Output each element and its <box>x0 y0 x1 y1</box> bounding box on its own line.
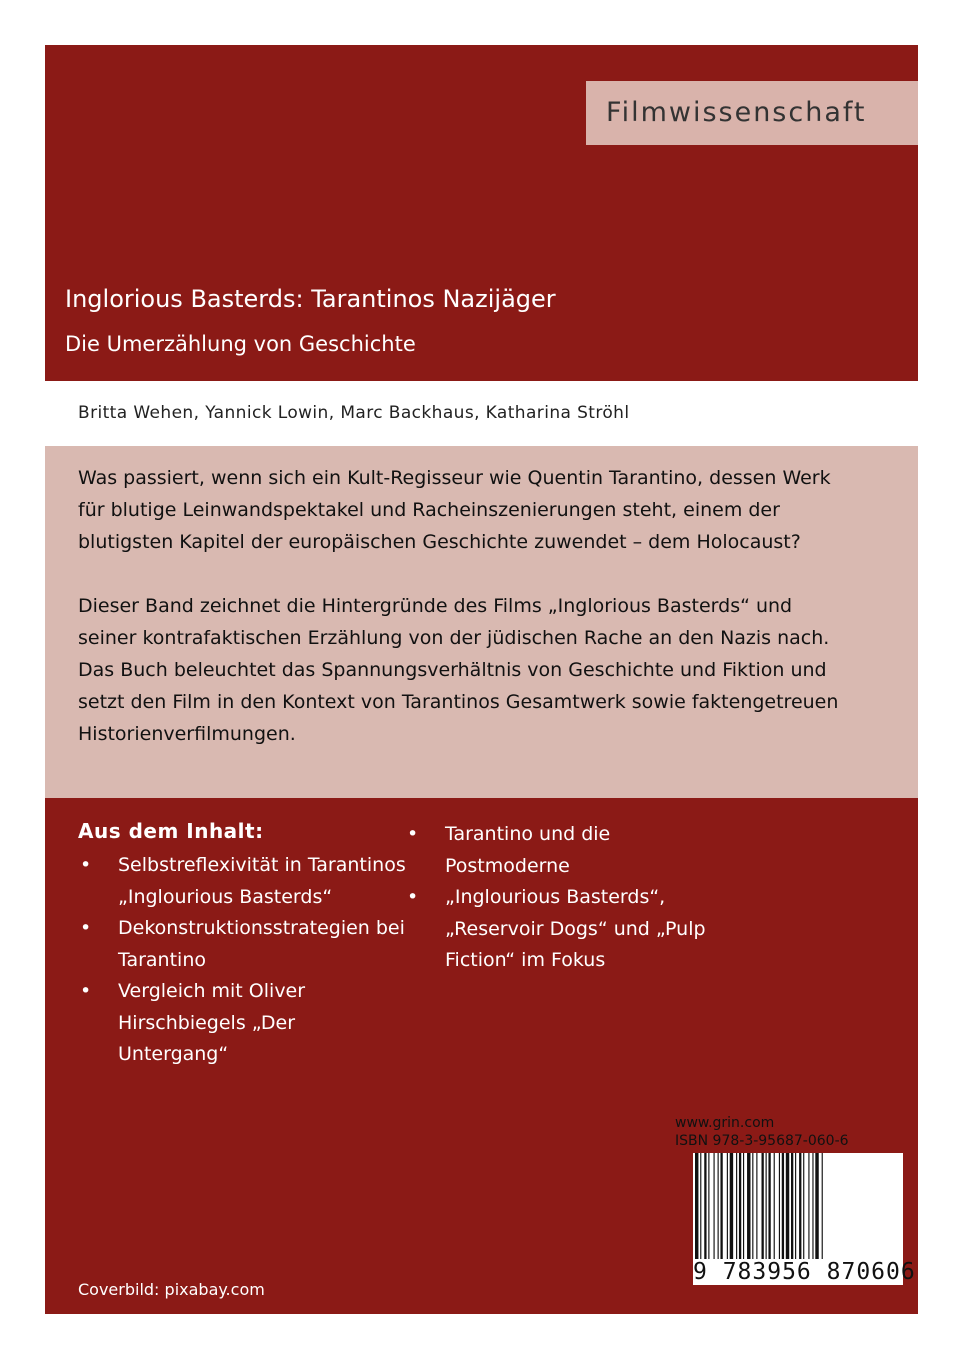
list-item-text: „Inglourious Basterds“, „Reservoir Dogs“ und „Pulp Fiction“ im Fokus <box>445 886 706 971</box>
cover-top-panel <box>45 45 918 381</box>
barcode-bar <box>782 1153 784 1271</box>
barcode-bar <box>822 1153 823 1271</box>
barcode-bar <box>695 1153 698 1271</box>
list-item <box>78 850 408 913</box>
barcode-bar <box>743 1153 744 1271</box>
barcode-bar <box>730 1153 733 1271</box>
barcode-bar <box>762 1153 764 1271</box>
barcode-bar <box>708 1153 709 1271</box>
barcode-bar <box>774 1153 775 1271</box>
barcode-bar <box>768 1153 770 1271</box>
bullet: • <box>407 886 419 908</box>
barcode-bar <box>752 1153 753 1271</box>
barcode-bar <box>736 1153 737 1271</box>
barcode-bar <box>718 1153 719 1271</box>
barcode-bar <box>779 1153 780 1271</box>
barcode-bar <box>786 1153 789 1271</box>
list-item <box>78 913 408 976</box>
book-title: Inglorious Basterds: Tarantinos Nazijäger <box>65 285 556 313</box>
blurb-panel <box>45 446 918 798</box>
blurb-paragraph: Dieser Band zeichnet die Hintergründe des Films „Inglorious Basterds“ und seiner kontrafaktischen Erzählung von der jüdischen Rache an den Nazis nach. Das Buch beleuchtet das Spannungsverhältnis von Geschichte und Fiktion und setzt den Film in den Kontext von Tarantinos Gesamtwerk sowie faktengetreuen Historienverfilmungen. <box>78 595 839 745</box>
list-item-text: Selbstreflexivität in Tarantinos „Inglourious Basterds“ <box>118 854 406 908</box>
barcode <box>693 1153 916 1285</box>
list-item <box>405 882 735 977</box>
cover-bottom-panel <box>45 798 918 1314</box>
barcode-bar <box>799 1153 801 1271</box>
bullet: • <box>80 854 92 876</box>
bullet: • <box>407 823 419 845</box>
barcode-bar <box>766 1153 767 1271</box>
barcode-bar <box>791 1153 793 1271</box>
barcode-bar <box>812 1153 813 1271</box>
bullet: • <box>80 980 92 1002</box>
list-item <box>78 976 408 1071</box>
barcode-bar <box>808 1153 809 1271</box>
barcode-bar <box>700 1153 701 1271</box>
bullet: • <box>80 917 92 939</box>
list-item-text: Vergleich mit Oliver Hirschbiegels „Der Untergang“ <box>118 980 306 1065</box>
authors: Britta Wehen, Yannick Lowin, Marc Backhaus, Katharina Ströhl <box>78 403 630 423</box>
contents-list-right <box>405 819 735 977</box>
barcode-bar <box>815 1153 818 1271</box>
contents-list-left <box>78 850 408 1071</box>
barcode-digits: 9 783956 870606 <box>693 1259 916 1285</box>
list-item-text: Dekonstruktionsstrategien bei Tarantino <box>118 917 405 971</box>
barcode-bar <box>714 1153 715 1271</box>
list-item-text: Tarantino und die Postmoderne <box>445 823 611 877</box>
isbn: ISBN 978-3-95687-060-6 <box>675 1133 849 1149</box>
series-label: Filmwissenschaft <box>586 81 918 145</box>
barcode-bar <box>756 1153 757 1271</box>
cover-credit: Coverbild: pixabay.com <box>78 1280 265 1299</box>
barcode-bar <box>720 1153 722 1271</box>
barcode-bar <box>747 1153 750 1271</box>
blurb-paragraph: Was passiert, wenn sich ein Kult-Regisseur wie Quentin Tarantino, dessen Werk für blutige Leinwandspektakel und Racheinszenierungen steht, einem der blutigsten Kapitel der europäischen Geschichte zuwendet – dem Holocaust? <box>78 467 831 553</box>
list-item <box>405 819 735 882</box>
contents-heading: Aus dem Inhalt: <box>78 819 264 843</box>
barcode-bar <box>795 1153 796 1271</box>
publisher-website: www.grin.com <box>675 1115 775 1131</box>
barcode-bar <box>704 1153 706 1271</box>
barcode-bar <box>803 1153 804 1271</box>
barcode-bar <box>727 1153 728 1271</box>
barcode-bar <box>739 1153 741 1271</box>
book-subtitle: Die Umerzählung von Geschichte <box>65 332 416 356</box>
